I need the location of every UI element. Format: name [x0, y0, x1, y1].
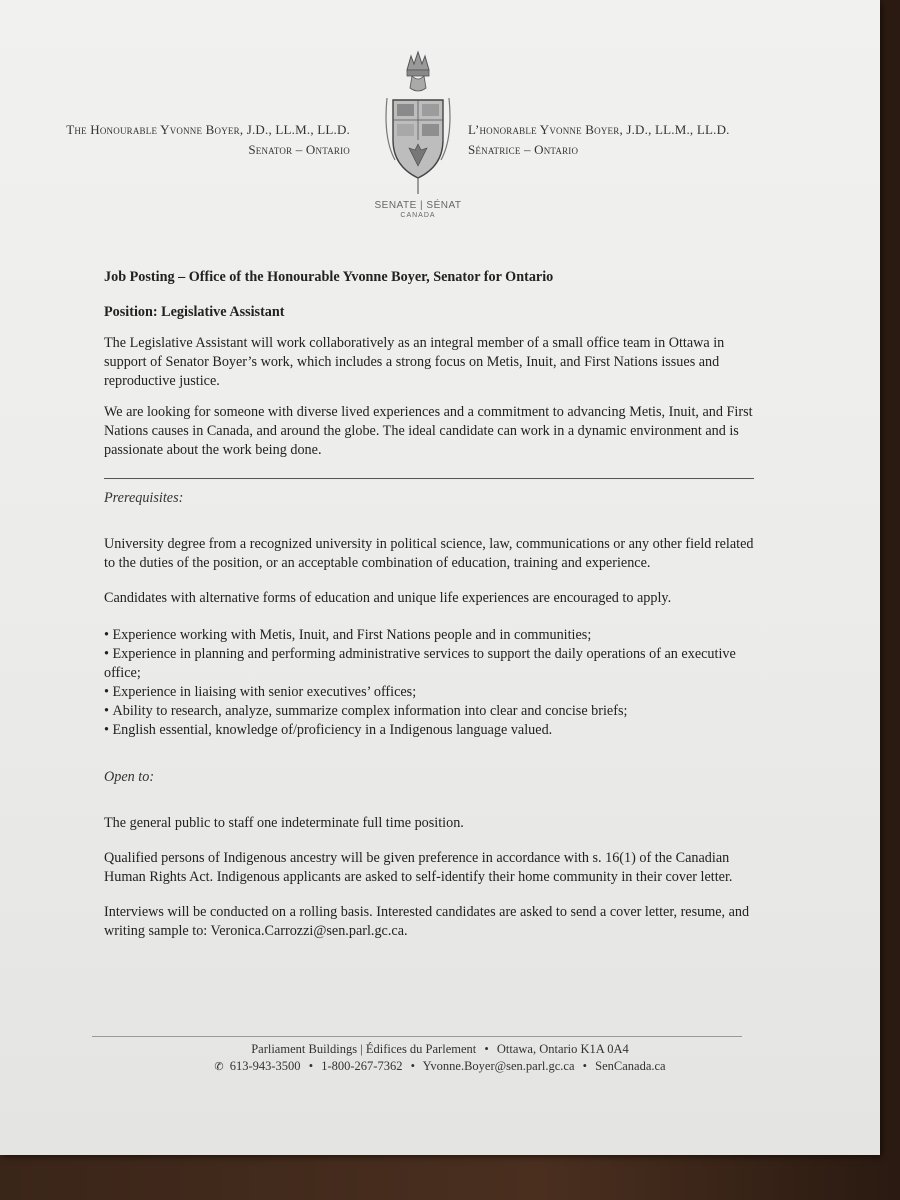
footer-website: SenCanada.ca [595, 1059, 666, 1073]
list-item: • English essential, knowledge of/proficiency in a Indigenous language valued. [104, 721, 754, 740]
requirements-list [104, 626, 754, 740]
list-item: • Experience working with Metis, Inuit, and First Nations people and in communities; [104, 626, 754, 645]
senator-name-french: L’honorable Yvonne Boyer, J.D., LL.M., LL.D. [468, 122, 730, 137]
footer-city: Ottawa, Ontario K1A 0A4 [496, 1042, 629, 1056]
footer-separator: • [410, 1059, 415, 1073]
letterhead-french [468, 120, 730, 160]
senate-label: SENATE | SÉNAT [374, 200, 462, 211]
section-divider [104, 478, 754, 479]
open-to-heading: Open to: [104, 769, 155, 785]
prerequisites-heading: Prerequisites: [104, 490, 184, 506]
footer-building: Parliament Buildings | Édifices du Parlement [251, 1042, 477, 1056]
senate-wordmark [345, 200, 491, 219]
prerequisites-paragraph-1: University degree from a recognized university in political science, law, communications or any other field related to the duties of the position, or an acceptable combination of education, training and experience. [104, 536, 754, 571]
footer-contact-line [0, 1059, 880, 1074]
footer-phone: 613-943-3500 [229, 1059, 301, 1073]
list-item: • Experience in planning and performing administrative services to support the daily operations of an executive office; [104, 645, 754, 683]
senator-title-french: Sénatrice – Ontario [468, 142, 579, 157]
open-to-paragraph-3: Interviews will be conducted on a rolling basis. Interested candidates are asked to send a cover letter, resume, and writing sample to: Veronica.Carrozzi@sen.parl.gc.ca. [104, 904, 750, 939]
prerequisites-paragraph-2: Candidates with alternative forms of education and unique life experiences are encouraged to apply. [104, 590, 672, 606]
list-item: • Experience in liaising with senior executives’ offices; [104, 683, 754, 702]
footer-tollfree: 1-800-267-7362 [321, 1059, 403, 1073]
footer-separator: • [308, 1059, 314, 1073]
senate-country: CANADA [400, 212, 436, 219]
senator-name-english: The Honourable Yvonne Boyer, J.D., LL.M., LL.D. [66, 122, 350, 137]
senator-title-english: Senator – Ontario [248, 142, 350, 157]
list-item: • Ability to research, analyze, summarize complex information into clear and concise briefs; [104, 702, 754, 721]
posting-title: Job Posting – Office of the Honourable Yvonne Boyer, Senator for Ontario [104, 269, 554, 285]
letterhead-english [66, 120, 350, 160]
position-title: Position: Legislative Assistant [104, 304, 285, 320]
posting-body [104, 268, 754, 941]
senate-crest-icon [383, 48, 453, 198]
intro-paragraph-1: The Legislative Assistant will work collaboratively as an integral member of a small office team in Ottawa in support of Senator Boyer’s work, which includes a strong focus on Metis, Inuit, and First Nations issues and reproductive justice. [104, 335, 725, 389]
footer-separator: • [484, 1042, 489, 1056]
phone-icon: ✆ [214, 1061, 224, 1073]
open-to-paragraph-1: The general public to staff one indeterminate full time position. [104, 815, 464, 831]
open-to-paragraph-2: Qualified persons of Indigenous ancestry will be given preference in accordance with s. 16(1) of the Canadian Human Rights Act. Indigenous applicants are asked to self-identify their home community in their cover letter. [104, 850, 733, 885]
intro-paragraph-2: We are looking for someone with diverse lived experiences and a commitment to advancing Metis, Inuit, and First Nations causes in Canada, and around the globe. The ideal candidate can work in a dynamic environment and is passionate about the work being done. [104, 404, 753, 458]
footer-address-line [0, 1042, 880, 1057]
footer-separator: • [582, 1059, 588, 1073]
footer [0, 1034, 880, 1074]
footer-email: Yvonne.Boyer@sen.parl.gc.ca [422, 1059, 575, 1073]
